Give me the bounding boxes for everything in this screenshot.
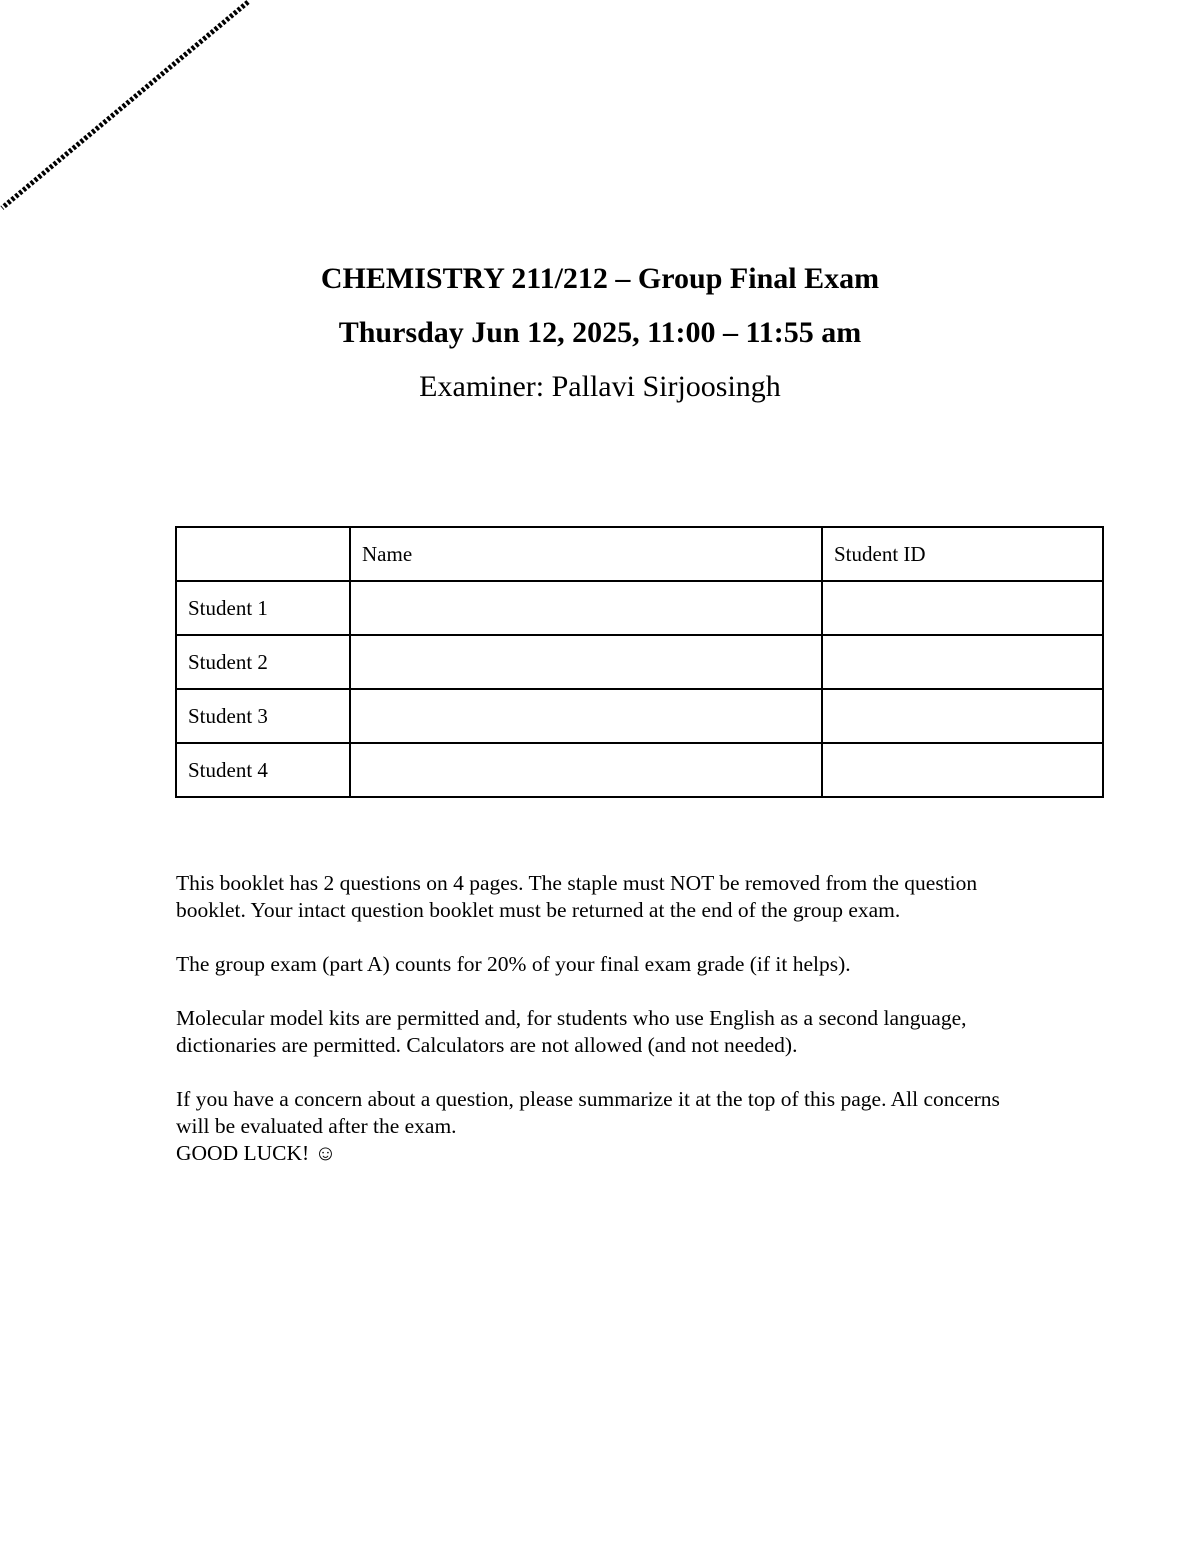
concerns-text: If you have a concern about a question, please summarize it at the top of this page. All concerns will be evaluated after the exam. — [176, 1087, 1000, 1138]
student-info-table — [175, 526, 1104, 798]
student-label: Student 1 — [176, 581, 350, 635]
student-id-field[interactable] — [822, 689, 1103, 743]
student-name-field[interactable] — [350, 689, 822, 743]
concerns-instruction — [176, 1086, 1026, 1167]
permitted-items-instruction: Molecular model kits are permitted and, for students who use English as a second language, dictionaries are permitted. Calculators are not allowed (and not needed). — [176, 1006, 967, 1057]
table-row — [176, 689, 1103, 743]
staple-cut-line — [0, 0, 260, 220]
table-row — [176, 743, 1103, 797]
header-cell-blank — [176, 527, 350, 581]
student-label: Student 4 — [176, 743, 350, 797]
student-label: Student 3 — [176, 689, 350, 743]
examiner-name: Examiner: Pallavi Sirjoosingh — [419, 370, 781, 403]
student-id-field[interactable] — [822, 581, 1103, 635]
student-name-field[interactable] — [350, 581, 822, 635]
header-cell-name: Name — [350, 527, 822, 581]
good-luck-message: GOOD LUCK! ☺ — [176, 1141, 337, 1165]
student-id-field[interactable] — [822, 635, 1103, 689]
header-cell-student-id: Student ID — [822, 527, 1103, 581]
weighting-instruction: The group exam (part A) counts for 20% of your final exam grade (if it helps). — [176, 952, 851, 976]
table-row — [176, 635, 1103, 689]
exam-instructions — [176, 870, 1026, 1167]
table-header-row — [176, 527, 1103, 581]
student-name-field[interactable] — [350, 635, 822, 689]
exam-date-time: Thursday Jun 12, 2025, 11:00 – 11:55 am — [338, 316, 862, 349]
student-id-field[interactable] — [822, 743, 1103, 797]
exam-header — [0, 252, 1200, 414]
booklet-instruction: This booklet has 2 questions on 4 pages. The staple must NOT be removed from the question booklet. Your intact question booklet must be returned at the end of the group exam. — [176, 871, 978, 922]
student-name-field[interactable] — [350, 743, 822, 797]
student-label: Student 2 — [176, 635, 350, 689]
course-title: CHEMISTRY 211/212 – Group Final Exam — [320, 262, 880, 295]
table-row — [176, 581, 1103, 635]
